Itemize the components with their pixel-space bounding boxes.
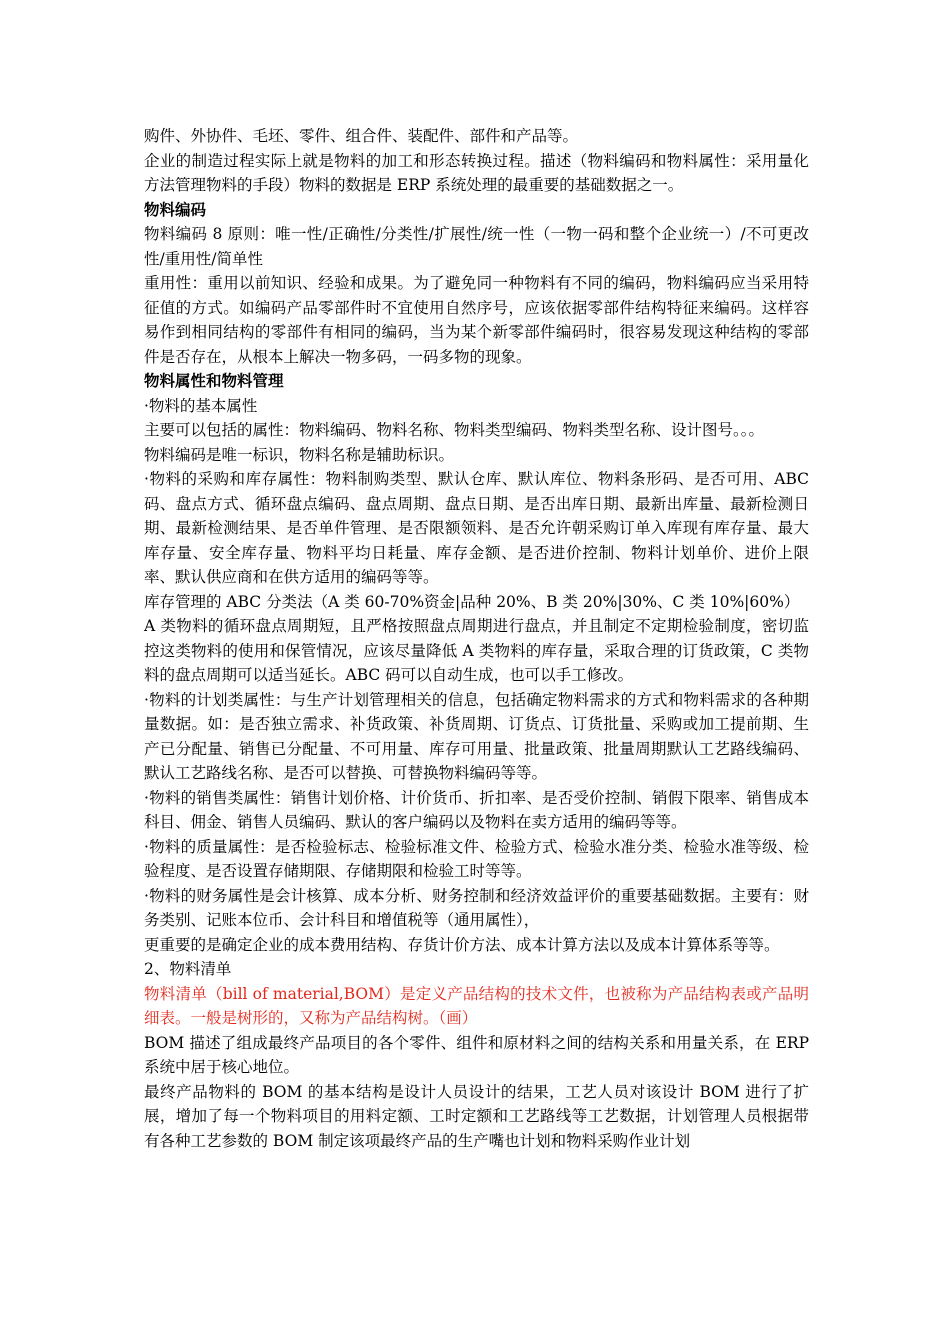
- paragraph-bom-structure: 最终产品物料的 BOM 的基本结构是设计人员设计的结果，工艺人员对该设计 BOM 进行了扩展，增加了每一个物料项目的用料定额、工时定额和工艺路线等工艺数据，计划管理人员根据带有各种工艺参数的 BOM 制定该项最终产品的生产嘴也计划和物料采购作业计划: [144, 1082, 809, 1150]
- paragraph-abc-detail: A 类物料的循环盘点周期短，且严格按照盘点周期进行盘点，并且制定不定期检验制度，密切监控这类物料的使用和保管情况，应该尽量降低 A 类物料的库存量，采取合理的订货政策，C 类物料的盘点周期可以适当延长。ABC 码可以自动生成，也可以手工修改。: [144, 617, 809, 684]
- paragraph-purchase-inventory: ·物料的采购和库存属性：物料制购类型、默认仓库、默认库位、物料条形码、是否可用、ABC 码、盘点方式、循环盘点编码、盘点周期、盘点日期、是否出库日期、最新出库量、最新检测日期、最新检测结果、是否单件管理、是否限额领料、是否允许朝采购订单入库现有库存量、最大库存量、安全库存量、物料平均日耗量、库存金额、是否进价控制、物料计划单价、进价上限率、默认供应商和在供方适用的编码等等。: [144, 470, 809, 586]
- paragraph-bom-heading: 2、物料清单: [144, 960, 232, 978]
- paragraph-cost-structure: 更重要的是确定企业的成本费用结构、存货计价方法、成本计算方法以及成本计算体系等等。: [144, 935, 780, 954]
- paragraph-2: 企业的制造过程实际上就是物料的加工和形态转换过程。描述（物料编码和物料属性：采用量化方法管理物料的手段）物料的数据是 ERP 系统处理的最重要的基础数据之一。: [144, 151, 809, 194]
- paragraph-basic-attributes-title: ·物料的基本属性: [144, 396, 258, 415]
- paragraph-abc-method: 库存管理的 ABC 分类法（A 类 60-70%资金|品种 20%、B 类 20%|30%、C 类 10%|60%）: [144, 592, 800, 611]
- paragraph-bom-description: BOM 描述了组成最终产品项目的各个零件、组件和原材料之间的结构关系和用量关系，在 ERP 系统中居于核心地位。: [144, 1033, 809, 1076]
- paragraph-basic-attributes: 主要可以包括的属性：物料编码、物料名称、物料类型编码、物料类型名称、设计图号。。。: [144, 421, 765, 439]
- paragraph-quality-attributes: ·物料的质量属性：是否检验标志、检验标准文件、检验方式、检验水准分类、检验水准等级、检验程度、是否设置存储期限、存储期限和检验工时等等。: [144, 837, 809, 880]
- section-heading-material-attributes: 物料属性和物料管理: [144, 372, 284, 390]
- paragraph-unique-id: 物料编码是唯一标识，物料名称是辅助标识。: [144, 445, 455, 464]
- paragraph-finance-attributes: ·物料的财务属性是会计核算、成本分析、财务控制和经济效益评价的重要基础数据。主要有：财务类别、记账本位币、会计科目和增值税等（通用属性），: [144, 886, 809, 929]
- paragraph-planning-attributes: ·物料的计划类属性：与生产计划管理相关的信息，包括确定物料需求的方式和物料需求的各种期量数据。如：是否独立需求、补货政策、补货周期、订货点、订货批量、采购或加工提前期、生产已分配量、销售已分配量、不可用量、库存可用量、批量政策、批量周期默认工艺路线编码、默认工艺路线名称、是否可以替换、可替换物料编码等等。: [144, 690, 809, 782]
- section-heading-material-code: 物料编码: [144, 200, 207, 219]
- document-page: [144, 124, 809, 1153]
- paragraph-1: 购件、外协件、毛坯、零件、组合件、装配件、部件和产品等。: [144, 127, 579, 145]
- paragraph-code-principles: 物料编码 8 原则：唯一性/正确性/分类性/扩展性/统一性（一物一码和整个企业统一）/不可更改性/重用性/简单性: [144, 225, 809, 268]
- paragraph-reusability: 重用性：重用以前知识、经验和成果。为了避免同一种物料有不同的编码，物料编码应当采用特征值的方式。如编码产品零部件时不宜使用自然序号，应该依据零部件结构特征来编码。这样容易作到相同结构的零部件有相同的编码，当为某个新零部件编码时，很容易发现这种结构的零部件是否存在，从根本上解决一物多码，一码多物的现象。: [144, 274, 809, 366]
- paragraph-sales-attributes: ·物料的销售类属性：销售计划价格、计价货币、折扣率、是否受价控制、销假下限率、销售成本科目、佣金、销售人员编码、默认的客户编码以及物料在卖方适用的编码等等。: [144, 788, 809, 831]
- paragraph-bom-definition: 物料清单（bill of material,BOM）是定义产品结构的技术文件，也被称为产品结构表或产品明细表。一般是树形的，又称为产品结构树。（画）: [144, 984, 809, 1027]
